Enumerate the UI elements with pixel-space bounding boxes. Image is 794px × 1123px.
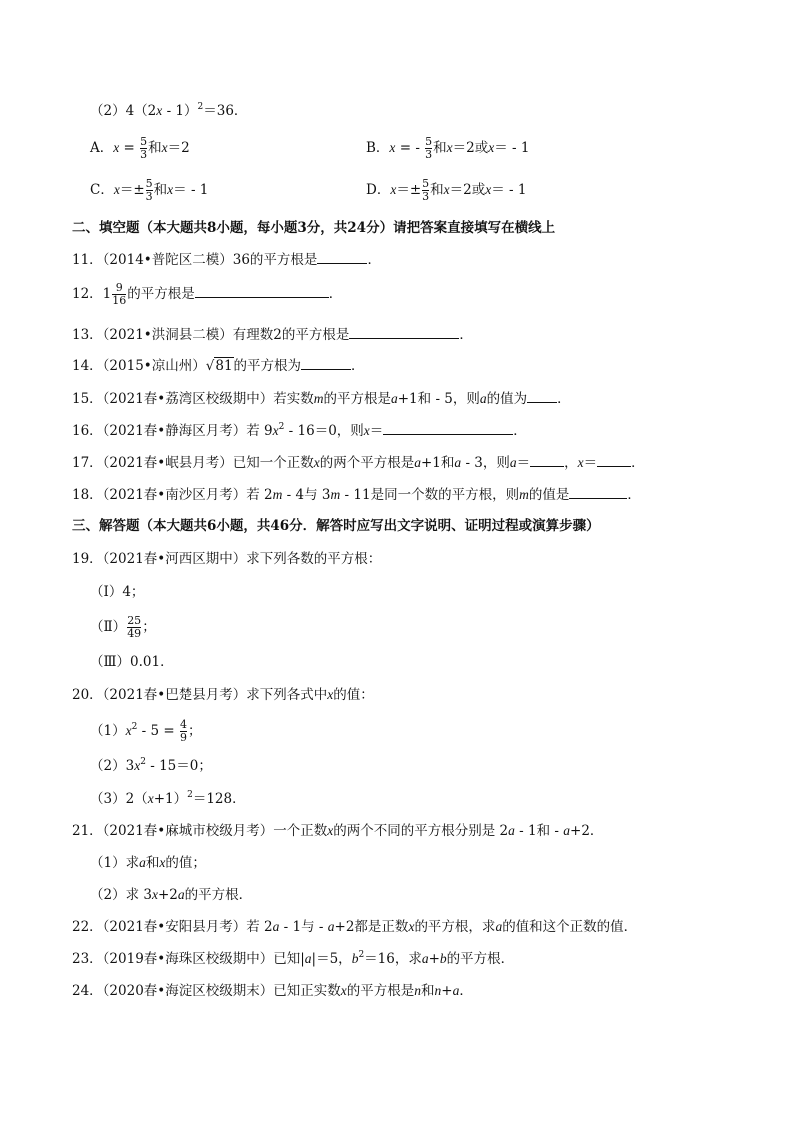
question-16: 16．（2021春•静海区月考）若 $9x^2 - 16=0$，则x＝ ．: [72, 422, 527, 439]
question-12: 12．1 $\frac{9}{16}$ 的平方根是 ．: [72, 281, 343, 307]
answer-blank[interactable]: [597, 453, 631, 467]
question-14: 14．（2015•凉山州）√81的平方根为 ．: [72, 358, 365, 374]
option-a: A．x = $\frac{5}{3}$ 和x＝2: [90, 135, 190, 161]
question-19-part-1: （Ⅰ）4；: [90, 584, 145, 600]
question-20: 20．（2021春•巴楚县月考）求下列各式中x的值：: [72, 687, 374, 703]
answer-blank[interactable]: [317, 250, 367, 264]
question-20-part-3: $(3)2(x+1)^2=128$．: [90, 790, 246, 807]
answer-blank[interactable]: [530, 453, 564, 467]
section-2-heading: 二、填空题（本大题共8小题，每小题3分，共24分）请把答案直接填写在横线上: [72, 220, 556, 236]
fraction: $\frac{5}{3}$: [425, 135, 433, 161]
option-c: C．x＝± $\frac{5}{3}$ 和x＝ - 1: [90, 177, 209, 203]
answer-blank[interactable]: [383, 421, 513, 435]
fraction: $\frac{5}{3}$: [140, 135, 148, 161]
question-23: 23．（2019春•海珠区校级期中）已知|a|＝5，$b^2=16$，求a+b的平方根．: [72, 950, 515, 967]
question-22: 22．（2021春•安阳县月考）若 2a - 1与 - a+2都是正数x的平方根，求a的值和这个正数的值．: [72, 919, 638, 935]
fraction: $\frac{4}{9}$: [179, 718, 187, 744]
question-20-part-2: $(2)3x^2 - 15=0$；: [90, 757, 212, 774]
question-19-part-3: （Ⅲ）0.01．: [90, 654, 174, 670]
fraction: $\frac{9}{16}$: [112, 281, 127, 307]
question-10-part-2: （2）4（2x - 1）$^2$＝36．: [90, 102, 248, 119]
option-d: D．x＝± $\frac{5}{3}$ 和x＝2或x＝ - 1: [366, 177, 527, 203]
question-15: 15．（2021春•荔湾区校级期中）若实数m的平方根是a+1和 - 5，则a的值为 ．: [72, 391, 571, 407]
question-18: 18．（2021春•南沙区月考）若 2m - 4与 3m - 11是同一个数的平方根，则m的值是 ．: [72, 487, 641, 503]
question-11: 11．（2014•普陀区二模）36的平方根是 ．: [72, 252, 381, 268]
question-13: 13．（2021•洪洞县二模）有理数2的平方根是 ．: [72, 327, 473, 343]
answer-blank[interactable]: [301, 356, 351, 370]
fraction: $\frac{25}{49}$: [127, 614, 142, 640]
question-21: 21．（2021春•麻城市校级月考）一个正数x的两个不同的平方根分别是 2a - 1和 - a+2．: [72, 823, 604, 839]
square-root: √81: [205, 358, 233, 374]
fraction: $\frac{5}{3}$: [422, 177, 430, 203]
question-19: 19．（2021春•河西区期中）求下列各数的平方根：: [72, 551, 382, 567]
fraction: $\frac{5}{3}$: [145, 177, 153, 203]
question-19-part-2: （Ⅱ） $\frac{25}{49}$ ；: [90, 614, 156, 640]
answer-blank[interactable]: [569, 485, 627, 499]
option-b: B．x = - $\frac{5}{3}$ 和x＝2或x＝ - 1: [366, 135, 530, 161]
section-3-heading: 三、解答题（本大题共6小题，共46分．解答时应写出文字说明、证明过程或演算步骤）: [72, 518, 600, 534]
answer-blank[interactable]: [349, 325, 459, 339]
answer-blank[interactable]: [527, 389, 557, 403]
question-20-part-1: $(1)x^2 - 5$ = $\frac{4}{9}$ ；: [90, 718, 202, 744]
question-24: 24．（2020春•海淀区校级期末）已知正实数x的平方根是n和n+a．: [72, 983, 473, 999]
question-21-part-1: （1）求a和x的值；: [90, 855, 206, 871]
question-17: 17．（2021春•岷县月考）已知一个正数x的两个平方根是a+1和a - 3，则a＝ ，x＝ ．: [72, 455, 645, 471]
question-21-part-2: （2）求 3x+2a的平方根．: [90, 887, 253, 903]
answer-blank[interactable]: [195, 284, 329, 298]
